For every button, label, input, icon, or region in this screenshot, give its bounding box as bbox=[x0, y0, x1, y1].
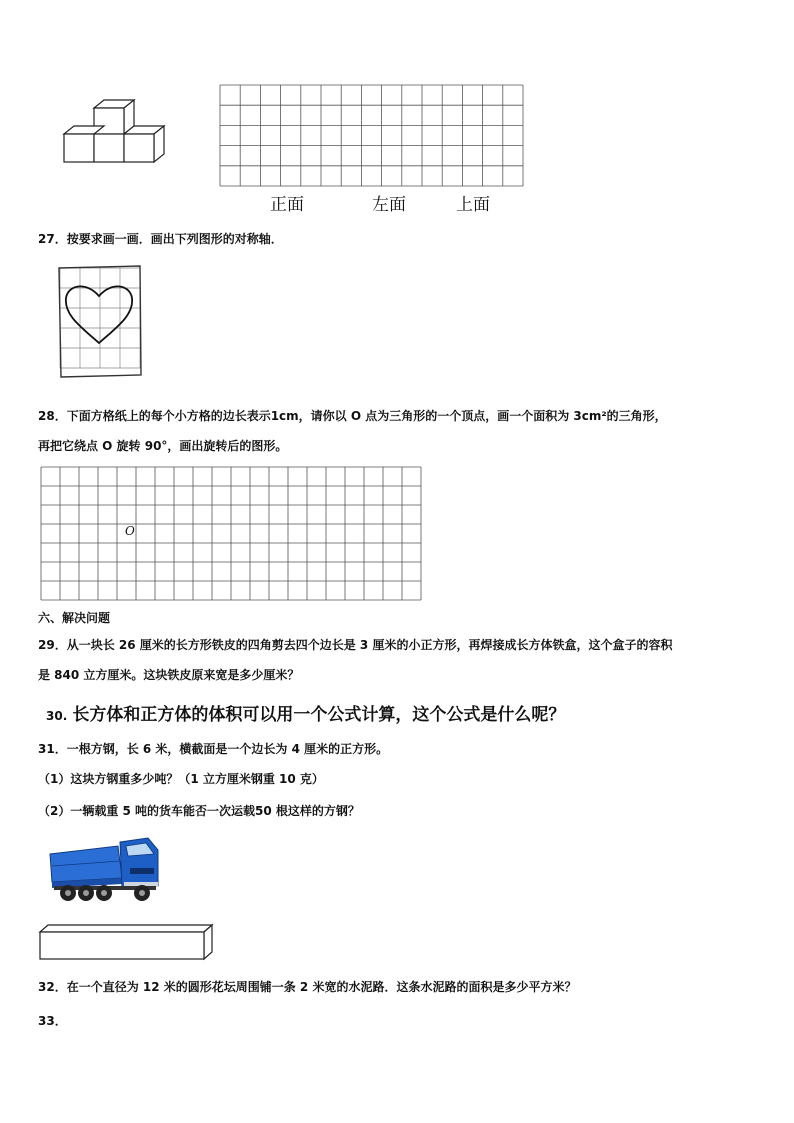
point-o-label: O bbox=[125, 524, 135, 538]
question-31-line1: 31．一根方钢，长 6 米，横截面是一个边长为 4 厘米的正方形。 bbox=[38, 742, 389, 756]
question-27: 27．按要求画一画．画出下列图形的对称轴． bbox=[38, 232, 283, 246]
question-32: 32．在一个直径为 12 米的圆形花坛周围铺一条 2 米宽的水泥路．这条水泥路的面积是多少平方米？ bbox=[38, 980, 577, 994]
question-28-line1: 28．下面方格纸上的每个小方格的边长表示1cm，请你以 O 点为三角形的一个顶点，画一个面积为 3cm²的三角形， bbox=[38, 409, 667, 423]
steel-bar-figure bbox=[38, 922, 214, 962]
question-28-line2: 再把它绕点 O 旋转 90°，画出旋转后的图形。 bbox=[38, 439, 288, 453]
question-31-line2: （1）这块方钢重多少吨？（1 立方厘米钢重 10 克） bbox=[38, 772, 324, 786]
question-29-line2: 是 840 立方厘米。这块铁皮原来宽是多少厘米？ bbox=[38, 668, 300, 682]
question-31-line3: （2）一辆载重 5 吨的货车能否一次运载50 根这样的方钢？ bbox=[38, 804, 360, 818]
truck-image bbox=[48, 832, 162, 904]
question-33: 33． bbox=[38, 1014, 67, 1028]
question-29-line1: 29．从一块长 26 厘米的长方形铁皮的四角剪去四个边长是 3 厘米的小正方形，再焊接成长方体铁盒，这个盒子的容积 bbox=[38, 638, 673, 652]
section-title: 六、解决问题 bbox=[38, 611, 111, 625]
top-view-label: 上面 bbox=[456, 195, 490, 215]
question-30-number: 30. bbox=[46, 709, 68, 723]
question-30 bbox=[46, 700, 565, 725]
front-view-label: 正面 bbox=[270, 195, 304, 215]
heart-grid-figure bbox=[56, 265, 144, 379]
heart-shape bbox=[66, 286, 132, 343]
rotation-grid bbox=[40, 466, 422, 602]
left-view-label: 左面 bbox=[372, 195, 406, 215]
question-30-text: 长方体和正方体的体积可以用一个公式计算，这个公式是什么呢？ bbox=[72, 705, 566, 725]
views-grid bbox=[218, 83, 526, 187]
cube-figure bbox=[62, 98, 166, 166]
